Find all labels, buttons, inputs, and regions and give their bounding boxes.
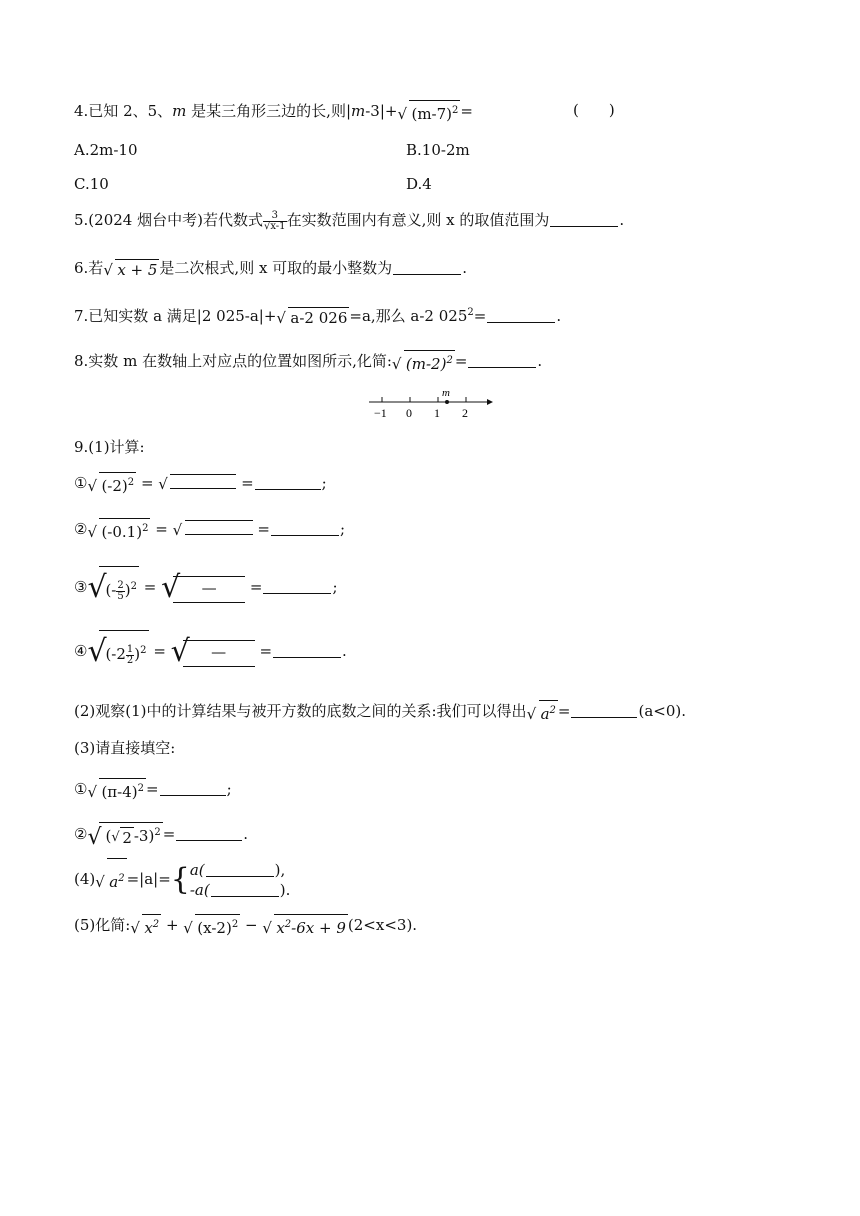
question-9-title: 9.(1)计算: <box>74 438 145 456</box>
q9-part-3b: ② √ ( √ 2 -3)$^2$ = . <box>74 822 248 848</box>
question-6: 6.若 √ x + 5 是二次根式,则 x 可取的最小整数为 . <box>74 259 467 279</box>
option-b: B.10-2m <box>406 141 470 159</box>
answer-blank[interactable] <box>550 212 618 227</box>
label-m: m <box>442 387 450 399</box>
q9-row-3: ③ √ (- $\frac{2}{5}$ )$^2$ = √ — = ; <box>74 566 338 606</box>
question-5: 5.(2024 烟台中考)若代数式 $\frac{3}{√x-1}$ 在实数范围内有意义,则 x 的取值范围为 . <box>74 209 625 232</box>
number-line <box>365 386 495 420</box>
q9-part-3-title: (3)请直接填空: <box>74 739 176 757</box>
question-4: 4.已知 2、5、m 是某三角形三边的长,则|m-3|+ √ $(m-7)^2$ = <box>74 102 473 123</box>
answer-paren: ( ) <box>573 101 615 119</box>
answer-blank[interactable] <box>468 353 536 368</box>
tick-label: 2 <box>462 406 468 420</box>
arrow-head <box>487 399 493 405</box>
answer-blank[interactable] <box>393 260 461 275</box>
answer-blank[interactable] <box>160 781 226 796</box>
answer-blank[interactable] <box>273 643 341 658</box>
answer-blank[interactable] <box>176 826 242 841</box>
question-7: 7.已知实数 a 满足|2 025-a|+ √ a-2 026 =a,那么 a-2 $025^2=$ . <box>74 307 562 327</box>
sqrt-expr: √ $(m-7)^2$ <box>397 100 460 124</box>
q9-part-4: (4) √ $a^2 =|a|=${ a( ), -a( ). <box>74 858 290 898</box>
brace: { <box>170 862 190 897</box>
answer-blank[interactable] <box>571 703 637 718</box>
option-a: A.2m-10 <box>74 141 138 159</box>
q9-part-5: (5)化简: √ $x^2$ + √ $(x-2)^2$ − √ $x^2-6x + 9$ (2<x<3). <box>74 916 418 937</box>
q9-row-4: ④ √ (-2 $\frac{1}{2}$ )$^2$ = √ — = . <box>74 630 347 670</box>
option-d: D.4 <box>406 175 432 193</box>
q9-part-3a: ① √ $(\pi-4)^2$ = ; <box>74 780 232 801</box>
sqrt-expr: √ a-2 026 <box>276 308 348 327</box>
q9-part-2: (2)观察(1)中的计算结果与被开方数的底数之间的关系:我们可以得出 √ $a^2 = (a<0)$. <box>74 702 686 723</box>
tick-label: 0 <box>406 406 412 420</box>
answer-blank[interactable] <box>211 882 279 897</box>
answer-blank[interactable] <box>206 862 274 877</box>
q9-row-1: ① √ $(-2)^2$ = √ = ; <box>74 474 327 495</box>
sqrt-expr: √ x + 5 <box>103 260 158 279</box>
answer-blank[interactable] <box>271 521 339 536</box>
q9-row-2: ② √ $(-0.1)^2$ = √ = ; <box>74 520 346 541</box>
cases: a( ), -a( ). <box>189 861 291 899</box>
question-8: 8.实数 m 在数轴上对应点的位置如图所示,化简: √ $(m-2)^2$ = . <box>74 352 543 373</box>
point-m <box>445 400 449 404</box>
answer-blank[interactable] <box>263 579 331 594</box>
sqrt-expr: √ $(m-2)^2$ <box>392 350 455 374</box>
tick-label: −1 <box>374 406 387 420</box>
option-c: C.10 <box>74 175 109 193</box>
answer-blank[interactable] <box>255 475 321 490</box>
tick-label: 1 <box>434 406 440 420</box>
fraction: $\frac{3}{√x-1}$ <box>263 209 286 232</box>
answer-blank[interactable] <box>487 308 555 323</box>
